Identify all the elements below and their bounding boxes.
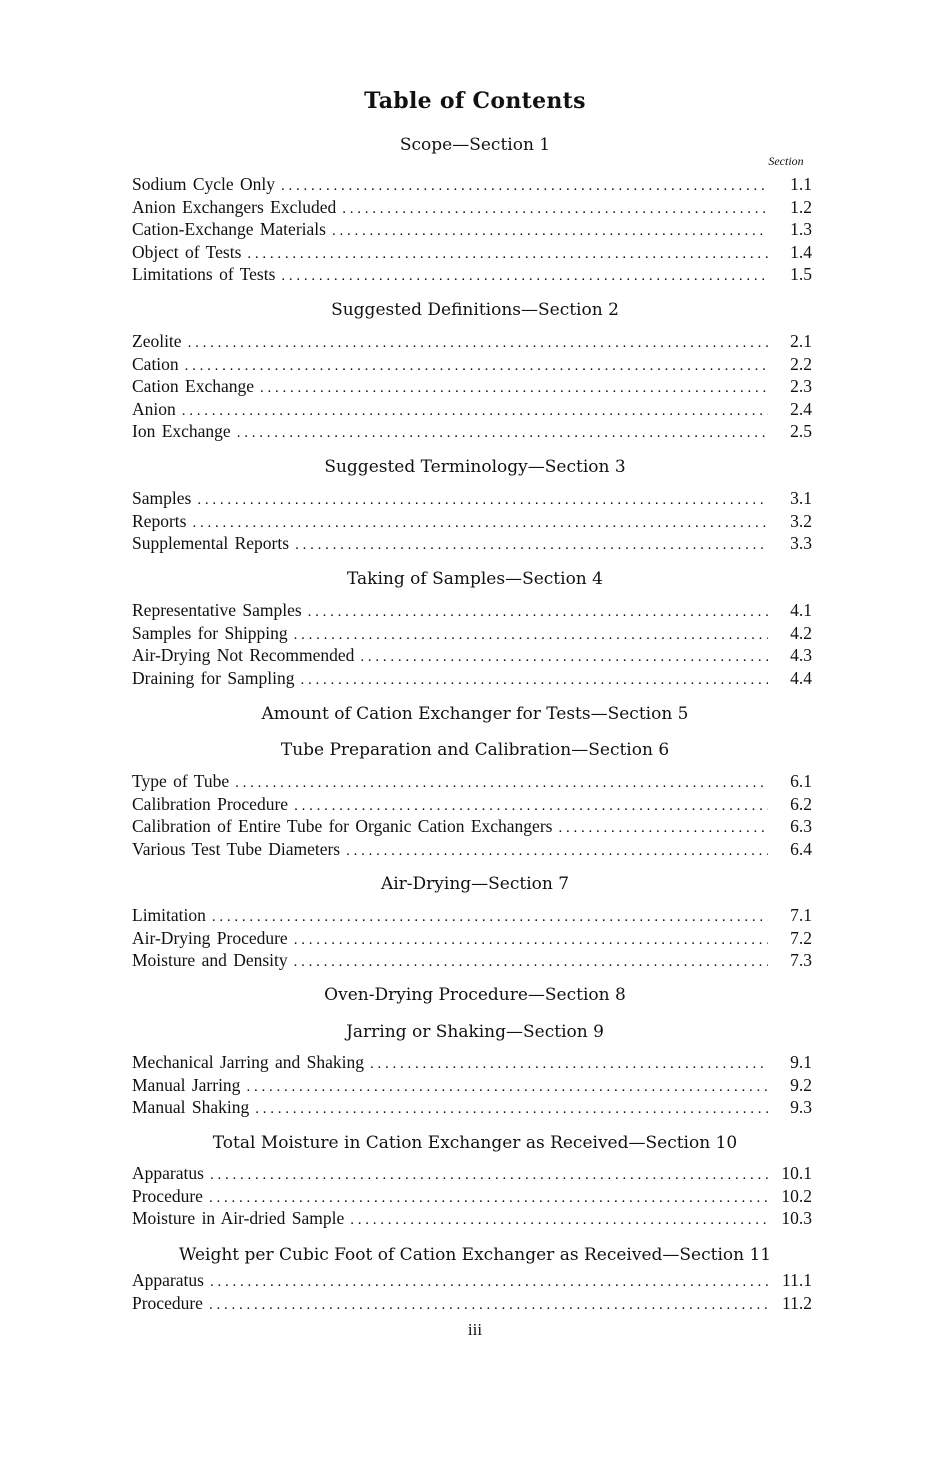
toc-entry [132,241,812,263]
toc-entry-section-number: 6.1 [790,771,812,791]
toc-entry-section-number: 3.3 [790,533,812,554]
dot-leader [210,1271,768,1293]
dot-leader [294,929,768,951]
toc-entry-section-number: 9.3 [790,1097,812,1118]
dot-leader [300,669,768,691]
toc-entry-label: Type of Tube [132,771,230,791]
toc-entry-label: Moisture in Air-dried Sample [132,1208,345,1229]
toc-entry-label: Calibration Procedure [132,793,289,814]
dot-leader [294,951,768,973]
toc-entry-section-number: 1.3 [790,219,812,240]
toc-entry-section-number: 1.2 [790,196,812,217]
toc-entry-label: Limitations of Tests [132,264,276,285]
toc-entry [132,218,812,240]
section-heading: Air-Drying—Section 7 [380,874,570,894]
dot-leader [197,489,768,511]
toc-entry-section-number: 9.2 [790,1074,812,1095]
toc-entry-section-number: 7.2 [790,927,812,948]
section-heading: Suggested Terminology—Section 3 [324,457,626,477]
dot-leader [350,1209,768,1231]
toc-entry [132,1292,812,1314]
dot-leader [308,601,768,623]
toc-entry-label: Sodium Cycle Only [132,174,276,194]
section-heading: Oven-Drying Procedure—Section 8 [324,985,626,1005]
section-heading: Scope—Section 1 [399,135,551,155]
toc-entry [132,532,812,554]
dot-leader [360,646,768,668]
toc-entry [132,398,812,420]
toc-entry-section-number: 7.3 [790,950,812,971]
toc-entry-label: Draining for Sampling [132,667,295,688]
dot-leader [235,772,768,794]
toc-entry-section-number: 10.2 [781,1185,812,1206]
toc-entry-section-number: 4.1 [790,600,812,620]
page-title: Table of Contents [364,88,586,114]
dot-leader [332,220,768,242]
dot-leader [210,1164,768,1186]
dot-leader [294,795,768,817]
toc-entry-label: Manual Shaking [132,1097,250,1118]
toc-entry-label: Procedure [132,1292,203,1313]
toc-entry-label: Zeolite [132,331,182,351]
dot-leader [294,624,768,646]
toc-entry-section-number: 1.1 [790,174,812,194]
section-heading: Suggested Definitions—Section 2 [331,300,619,320]
dot-leader [192,512,768,534]
toc-entry [132,263,812,285]
toc-entry [132,196,812,218]
toc-entry [132,420,812,442]
toc-entry-label: Air-Drying Not Recommended [132,645,355,666]
toc-entry-label: Cation [132,353,179,374]
section-column-label: Section [768,154,804,168]
toc-entry [132,815,812,837]
toc-entry-section-number: 4.2 [790,622,812,643]
toc-entry [132,173,812,195]
toc-entry-label: Apparatus [132,1270,204,1290]
toc-entry [132,949,812,971]
dot-leader [246,1076,768,1098]
toc-entry-section-number: 9.1 [790,1052,812,1072]
toc-entry [132,770,812,792]
dot-leader [558,817,768,839]
toc-entry-section-number: 3.2 [790,510,812,531]
dot-leader [342,198,768,220]
toc-entry-label: Various Test Tube Diameters [132,838,341,859]
toc-entry-section-number: 4.4 [790,667,812,688]
toc-entry [132,353,812,375]
toc-entry [132,599,812,621]
toc-entry [132,793,812,815]
toc-entry-label: Reports [132,510,187,531]
toc-entry [132,838,812,860]
dot-leader [255,1098,768,1120]
toc-entry-label: Ion Exchange [132,421,231,442]
toc-entry-label: Anion [132,398,176,419]
toc-entry-section-number: 2.2 [790,353,812,374]
dot-leader [346,840,768,862]
toc-entry [132,330,812,352]
toc-entry-label: Anion Exchangers Excluded [132,196,337,217]
dot-leader [188,332,768,354]
toc-entry-section-number: 11.1 [782,1270,812,1290]
dot-leader [185,355,768,377]
toc-entry-label: Air-Drying Procedure [132,927,288,948]
toc-entry-section-number: 10.1 [781,1163,812,1183]
toc-entry-label: Manual Jarring [132,1074,241,1095]
dot-leader [370,1053,768,1075]
toc-entry [132,904,812,926]
dot-leader [182,400,768,422]
toc-entry-label: Samples for Shipping [132,622,288,643]
toc-entry [132,375,812,397]
toc-entry [132,510,812,532]
dot-leader [209,1294,768,1316]
toc-entry [132,1051,812,1073]
section-heading: Amount of Cation Exchanger for Tests—Section 5 [261,704,689,724]
toc-entry [132,1074,812,1096]
toc-entry [132,667,812,689]
toc-entry [132,622,812,644]
dot-leader [281,265,768,287]
toc-entry-section-number: 2.3 [790,376,812,397]
toc-entry-section-number: 1.5 [790,264,812,285]
toc-entry [132,644,812,666]
toc-entry-section-number: 6.2 [790,793,812,814]
toc-entry [132,487,812,509]
dot-leader [212,906,768,928]
toc-entry-label: Mechanical Jarring and Shaking [132,1052,364,1072]
section-heading: Jarring or Shaking—Section 9 [346,1022,604,1042]
toc-entry-label: Limitation [132,905,206,925]
toc-entry-label: Cation Exchange [132,376,255,397]
toc-entry [132,1096,812,1118]
toc-entry-label: Object of Tests [132,241,242,262]
dot-leader [209,1187,768,1209]
dot-leader [295,534,768,556]
toc-entry [132,1162,812,1184]
dot-leader [260,377,768,399]
toc-entry-section-number: 6.3 [790,816,812,837]
toc-entry-label: Apparatus [132,1163,204,1183]
toc-entry-section-number: 1.4 [790,241,812,262]
toc-entry-label: Calibration of Entire Tube for Organic Cation Exchangers [132,816,553,837]
toc-entry [132,1269,812,1291]
section-heading: Taking of Samples—Section 4 [347,569,603,589]
toc-entry-label: Samples [132,488,192,508]
toc-entry-section-number: 2.1 [790,331,812,351]
toc-entry-section-number: 11.2 [782,1292,812,1313]
toc-entry [132,927,812,949]
toc-entry-section-number: 7.1 [790,905,812,925]
dot-leader [237,422,768,444]
toc-entry-section-number: 4.3 [790,645,812,666]
toc-entry [132,1207,812,1229]
toc-entry-section-number: 6.4 [790,838,812,859]
toc-entry [132,1185,812,1207]
toc-entry-section-number: 10.3 [781,1208,812,1229]
toc-entry-section-number: 3.1 [790,488,812,508]
dot-leader [247,243,768,265]
dot-leader [281,175,768,197]
toc-entry-section-number: 2.4 [790,398,812,419]
toc-entry-label: Representative Samples [132,600,302,620]
section-heading: Weight per Cubic Foot of Cation Exchanger as Received—Section 11 [178,1245,772,1265]
section-heading: Tube Preparation and Calibration—Section 6 [280,740,670,760]
toc-entry-section-number: 2.5 [790,421,812,442]
toc-entry-label: Moisture and Density [132,950,288,971]
toc-entry-label: Supplemental Reports [132,533,290,554]
section-heading: Total Moisture in Cation Exchanger as Received—Section 10 [212,1133,738,1153]
page-number: iii [467,1320,483,1339]
toc-entry-label: Cation-Exchange Materials [132,219,326,240]
toc-entry-label: Procedure [132,1185,203,1206]
